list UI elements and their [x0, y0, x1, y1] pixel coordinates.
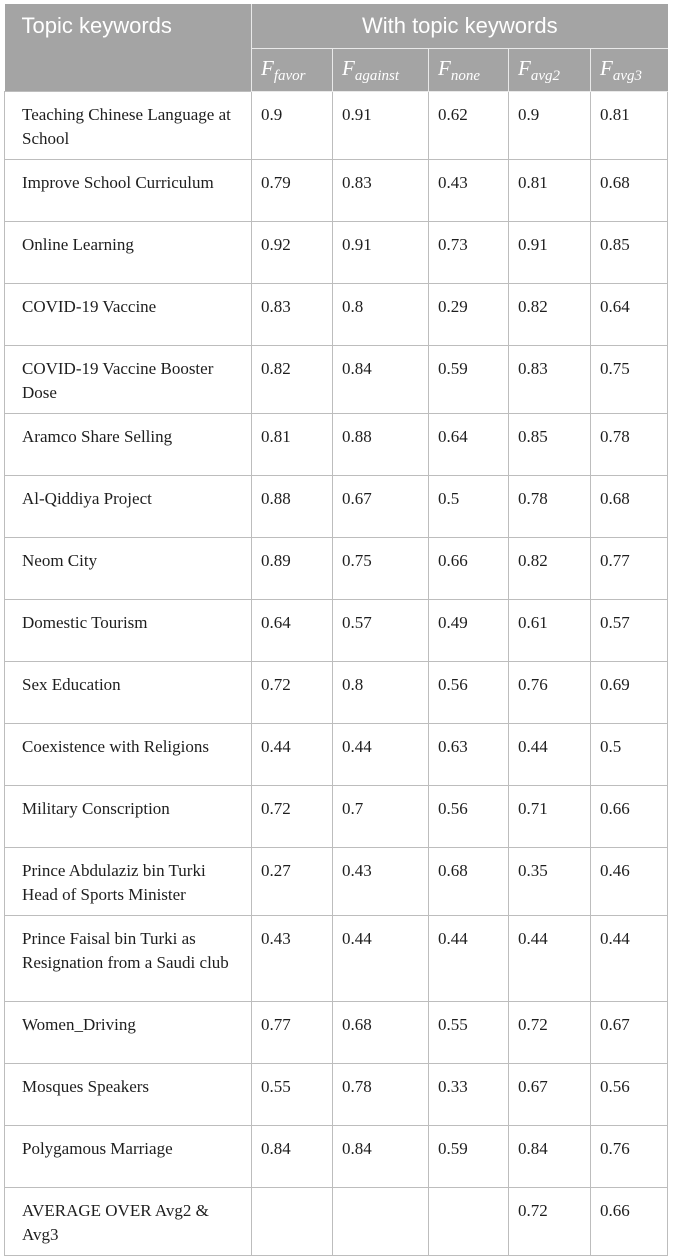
f-avg2-cell: 0.76: [509, 662, 591, 724]
table-row: [5, 92, 668, 160]
f-favor-cell: 0.72: [252, 662, 333, 724]
f-avg3-header: $F_{avg3}$: [591, 49, 668, 92]
f-avg2-cell: 0.85: [509, 414, 591, 476]
f-avg2-cell: 0.91: [509, 222, 591, 284]
average-row: [5, 1188, 668, 1256]
f-against-cell: 0.88: [333, 414, 429, 476]
f-none-header: $F_{none}$: [429, 49, 509, 92]
table-row: [5, 916, 668, 1002]
f-avg3-cell: 0.78: [591, 414, 668, 476]
f-avg2-cell: 0.61: [509, 600, 591, 662]
topic-keywords-header: Topic keywords: [5, 4, 252, 92]
f-none-cell: [429, 1188, 509, 1256]
f-against-cell: 0.78: [333, 1064, 429, 1126]
topic-cell: Teaching Chinese Language at School: [5, 92, 252, 160]
f-avg3-cell: 0.66: [591, 1188, 668, 1256]
f-none-cell: 0.56: [429, 662, 509, 724]
f-avg2-cell: 0.83: [509, 346, 591, 414]
f-favor-cell: 0.83: [252, 284, 333, 346]
f-none-cell: 0.59: [429, 1126, 509, 1188]
table-row: [5, 724, 668, 786]
f-avg2-header: $F_{avg2}$: [509, 49, 591, 92]
f-favor-cell: 0.88: [252, 476, 333, 538]
f-favor-cell: 0.9: [252, 92, 333, 160]
f-favor-cell: 0.82: [252, 346, 333, 414]
table-row: [5, 786, 668, 848]
topic-cell: Women_Driving: [5, 1002, 252, 1064]
topic-cell: AVERAGE OVER Avg2 & Avg3: [5, 1188, 252, 1256]
f-favor-cell: 0.81: [252, 414, 333, 476]
topic-cell: Sex Education: [5, 662, 252, 724]
table-row: [5, 476, 668, 538]
table-row: [5, 284, 668, 346]
f-avg3-cell: 0.44: [591, 916, 668, 1002]
f-avg2-cell: 0.71: [509, 786, 591, 848]
f-against-cell: 0.8: [333, 284, 429, 346]
f-avg2-cell: 0.84: [509, 1126, 591, 1188]
topic-cell: Neom City: [5, 538, 252, 600]
topic-cell: Online Learning: [5, 222, 252, 284]
table-row: [5, 538, 668, 600]
f-none-cell: 0.62: [429, 92, 509, 160]
f-favor-cell: 0.77: [252, 1002, 333, 1064]
f-none-cell: 0.63: [429, 724, 509, 786]
f-avg3-cell: 0.56: [591, 1064, 668, 1126]
f-against-cell: 0.91: [333, 92, 429, 160]
table-row: [5, 600, 668, 662]
table-row: [5, 848, 668, 916]
f-avg2-cell: 0.35: [509, 848, 591, 916]
table-body: [5, 92, 668, 1256]
topic-cell: Al-Qiddiya Project: [5, 476, 252, 538]
f-none-cell: 0.73: [429, 222, 509, 284]
f-against-cell: 0.83: [333, 160, 429, 222]
table-row: [5, 222, 668, 284]
f-favor-cell: 0.79: [252, 160, 333, 222]
with-topic-keywords-header: With topic keywords: [252, 4, 668, 49]
f-avg3-cell: 0.81: [591, 92, 668, 160]
f-against-cell: 0.57: [333, 600, 429, 662]
f-favor-cell: 0.84: [252, 1126, 333, 1188]
topic-cell: Military Conscription: [5, 786, 252, 848]
f-none-cell: 0.64: [429, 414, 509, 476]
f-against-cell: 0.7: [333, 786, 429, 848]
f-against-cell: 0.84: [333, 1126, 429, 1188]
topic-cell: Coexistence with Religions: [5, 724, 252, 786]
f-avg3-cell: 0.46: [591, 848, 668, 916]
table-row: [5, 662, 668, 724]
topic-cell: Domestic Tourism: [5, 600, 252, 662]
f-favor-cell: 0.72: [252, 786, 333, 848]
f-against-cell: [333, 1188, 429, 1256]
f-avg3-cell: 0.69: [591, 662, 668, 724]
topic-cell: Prince Abdulaziz bin Turki Head of Sports Minister: [5, 848, 252, 916]
f-favor-cell: 0.89: [252, 538, 333, 600]
results-table: [4, 4, 668, 1256]
f-favor-cell: 0.44: [252, 724, 333, 786]
f-none-cell: 0.59: [429, 346, 509, 414]
f-none-cell: 0.68: [429, 848, 509, 916]
f-against-cell: 0.84: [333, 346, 429, 414]
topic-cell: Improve School Curriculum: [5, 160, 252, 222]
f-favor-cell: [252, 1188, 333, 1256]
f-avg3-cell: 0.76: [591, 1126, 668, 1188]
f-favor-cell: 0.27: [252, 848, 333, 916]
f-favor-cell: 0.64: [252, 600, 333, 662]
f-avg3-cell: 0.64: [591, 284, 668, 346]
topic-cell: COVID-19 Vaccine: [5, 284, 252, 346]
f-avg2-cell: 0.9: [509, 92, 591, 160]
f-avg2-cell: 0.81: [509, 160, 591, 222]
topic-cell: Aramco Share Selling: [5, 414, 252, 476]
f-against-cell: 0.67: [333, 476, 429, 538]
f-avg2-cell: 0.78: [509, 476, 591, 538]
f-against-cell: 0.43: [333, 848, 429, 916]
f-none-cell: 0.44: [429, 916, 509, 1002]
f-against-cell: 0.75: [333, 538, 429, 600]
f-avg2-cell: 0.44: [509, 724, 591, 786]
f-none-cell: 0.33: [429, 1064, 509, 1126]
f-avg2-cell: 0.82: [509, 538, 591, 600]
f-avg3-cell: 0.66: [591, 786, 668, 848]
table-row: [5, 346, 668, 414]
f-avg2-cell: 0.82: [509, 284, 591, 346]
f-avg2-cell: 0.67: [509, 1064, 591, 1126]
f-against-header: $F_{against}$: [333, 49, 429, 92]
f-avg3-cell: 0.67: [591, 1002, 668, 1064]
table-row: [5, 1064, 668, 1126]
topic-cell: Prince Faisal bin Turki as Resignation from a Saudi club: [5, 916, 252, 1002]
topic-cell: COVID-19 Vaccine Booster Dose: [5, 346, 252, 414]
table-header: [5, 4, 668, 92]
topic-cell: Mosques Speakers: [5, 1064, 252, 1126]
f-none-cell: 0.66: [429, 538, 509, 600]
f-none-cell: 0.56: [429, 786, 509, 848]
f-favor-header: $F_{favor}$: [252, 49, 333, 92]
f-favor-cell: 0.55: [252, 1064, 333, 1126]
f-against-cell: 0.8: [333, 662, 429, 724]
f-favor-cell: 0.92: [252, 222, 333, 284]
f-none-cell: 0.55: [429, 1002, 509, 1064]
f-avg2-cell: 0.72: [509, 1002, 591, 1064]
f-avg3-cell: 0.57: [591, 600, 668, 662]
f-against-cell: 0.44: [333, 916, 429, 1002]
f-none-cell: 0.49: [429, 600, 509, 662]
f-avg3-cell: 0.75: [591, 346, 668, 414]
table-row: [5, 160, 668, 222]
f-avg2-cell: 0.72: [509, 1188, 591, 1256]
table-row: [5, 1126, 668, 1188]
topic-cell: Polygamous Marriage: [5, 1126, 252, 1188]
f-none-cell: 0.5: [429, 476, 509, 538]
f-avg3-cell: 0.68: [591, 160, 668, 222]
f-avg3-cell: 0.5: [591, 724, 668, 786]
f-against-cell: 0.68: [333, 1002, 429, 1064]
f-against-cell: 0.44: [333, 724, 429, 786]
f-against-cell: 0.91: [333, 222, 429, 284]
f-avg3-cell: 0.68: [591, 476, 668, 538]
f-none-cell: 0.29: [429, 284, 509, 346]
f-none-cell: 0.43: [429, 160, 509, 222]
table-row: [5, 414, 668, 476]
f-avg3-cell: 0.85: [591, 222, 668, 284]
f-avg3-cell: 0.77: [591, 538, 668, 600]
f-avg2-cell: 0.44: [509, 916, 591, 1002]
table-row: [5, 1002, 668, 1064]
f-favor-cell: 0.43: [252, 916, 333, 1002]
